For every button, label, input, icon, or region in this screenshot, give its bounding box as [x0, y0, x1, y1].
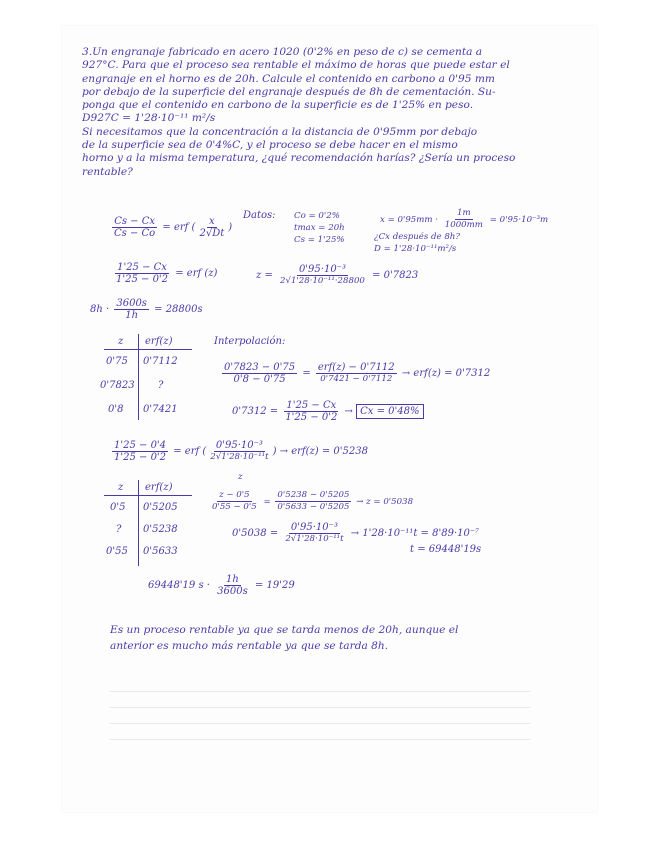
eq-denominator: 1'25 − 0'2 — [116, 274, 169, 285]
erf-value: 0'7312 = — [232, 406, 279, 417]
eq-numerator: 1'25 − Cx — [117, 262, 167, 273]
eq-numerator: erf(z) − 0'7112 — [317, 362, 395, 373]
x-result: = 0'95·10⁻³m — [489, 215, 549, 225]
problem-line: ponga que el contenido en carbono de la superficie es de 1'25% en peso. — [82, 99, 474, 112]
table-header-erf: erf(z) — [145, 336, 173, 347]
hours-result: = 19'29 — [254, 580, 295, 591]
bleed-through-lines — [110, 676, 530, 756]
eq-denominator: 0'5633 − 0'5205 — [277, 502, 350, 512]
erf-label: = erf — [173, 446, 200, 457]
eq-numerator: 0'95·10⁻³ — [290, 522, 338, 533]
eq-numerator: 1'25 − 0'4 — [114, 440, 167, 451]
eq-denominator: 2√Dt — [199, 228, 225, 239]
interp2-equation: $\frac{z - 0'5}{0'55 - 0'5}$ = $\frac{0'5238 - 0'5205}{0'5633 - 0'5205}$ → z = 0'5038 — [212, 490, 414, 512]
conclusion-line: anterior es mucho más rentable ya que se tarda 8h. — [110, 640, 389, 652]
z-label: z = — [256, 270, 273, 281]
problem-line: engranaje en el horno es de 20h. Calcule el contenido en carbono a 0'95 mm — [82, 72, 495, 85]
eq-numerator: 0'7823 − 0'75 — [224, 362, 296, 373]
interp-equation: $\frac{0'7823 - 0'75}{0'8 - 0'75}$ = $\frac{\text{erf(z) − 0'7112}}{0'7421 - 0'7112}$ → erf(z) = 0'7312 — [224, 362, 491, 385]
eq-numerator: 0'5238 − 0'5205 — [277, 490, 350, 500]
problem-line: de la superficie sea de 0'4%C, y el proceso se debe hacer en el mismo — [82, 139, 458, 152]
datos-tmax: tmax = 20h — [294, 223, 345, 233]
interp-title: Interpolación: — [214, 336, 286, 347]
eq-denominator: 2√1'28·10⁻¹¹t — [210, 452, 269, 462]
datos-x — [380, 208, 548, 231]
eq-denominator: 3600s — [217, 586, 248, 597]
time-result: = 28800s — [154, 304, 203, 315]
arrow: → — [344, 406, 353, 417]
conv-den: 1000mm — [444, 220, 483, 230]
datos-co: Co = 0'2% — [294, 211, 340, 221]
problem-line: D927C = 1'28·10⁻¹¹ m²/s — [82, 112, 216, 125]
eq-denominator: 1'25 − 0'2 — [114, 452, 167, 463]
erf-equation — [112, 262, 217, 285]
eq-numerator: x — [209, 216, 215, 227]
eq-denominator: 1h — [125, 310, 139, 321]
datos-title: Datos: — [243, 210, 276, 221]
hours-conversion — [148, 574, 295, 597]
problem-statement — [82, 46, 515, 179]
x-value: x = 0'95mm · — [380, 215, 439, 225]
table-cell: ? — [116, 524, 122, 535]
eq-numerator: 3600s — [116, 298, 147, 309]
hours-pre: 69448'19 s · — [148, 580, 210, 591]
conclusion — [110, 622, 458, 654]
table-cell: 0'7421 — [143, 404, 178, 415]
t-result: t = 69448'19s — [410, 544, 482, 555]
erf-result: → erf(z) = 0'5238 — [279, 446, 368, 457]
z-underbrace-label: z — [238, 472, 243, 482]
eq-denominator: 2√1'28·10⁻¹¹t — [285, 534, 344, 544]
eq-numerator: z − 0'5 — [219, 490, 250, 500]
datos-list — [294, 210, 345, 246]
z-value: 0'5038 = — [232, 528, 279, 539]
problem-line: por debajo de la superficie del engranaje después de 8h de cementación. Su- — [82, 85, 496, 98]
time-pre: 8h · — [90, 304, 110, 315]
z-equation — [256, 264, 418, 287]
problem-line: 3.Un engranaje fabricado en acero 1020 (0'2% en peso de c) se cementa a — [82, 46, 483, 58]
table-header-z: z — [118, 482, 124, 493]
conv-num: 1m — [457, 208, 471, 218]
problem-line: Si necesitamos que la concentración a la distancia de 0'95mm por debajo — [82, 125, 478, 138]
table-cell: 0'5633 — [143, 546, 178, 557]
eq-numerator: 1'25 − Cx — [286, 400, 337, 411]
datos-d: D = 1'28·10⁻¹¹m²/s — [374, 244, 457, 254]
t-step-result: → 1'28·10⁻¹¹t = 8'89·10⁻⁷ — [350, 528, 480, 539]
eq-denominator: Cs − Co — [114, 228, 156, 239]
eq-denominator: 0'8 − 0'75 — [233, 374, 286, 385]
t-equation — [232, 522, 479, 545]
cx-equation — [232, 400, 424, 423]
erf-equation-2: $\frac{1'25 - 0'4}{1'25 - 0'2}$ = erf ( $\frac{\text{0'95·10⁻³}}{\text{2√1'28·10⁻¹¹t}}$ ) → erf(z) = 0'5238 — [114, 440, 368, 463]
table-cell: 0'55 — [106, 546, 128, 557]
problem-line: horno y a la misma temperatura, ¿qué recomendación harías? ¿Sería un proceso — [82, 152, 516, 165]
table-cell: 0'7112 — [143, 356, 178, 367]
eq-numerator: 0'95·10⁻³ — [298, 264, 346, 275]
eq-numerator: Cs − Cx — [114, 216, 155, 227]
datos-cx: ¿Cx después de 8h? — [374, 232, 460, 242]
eq-denominator: 0'7421 − 0'7112 — [320, 374, 393, 384]
interp2-result: → z = 0'5038 — [356, 497, 414, 507]
table-cell: ? — [158, 380, 164, 391]
table-header-erf: erf(z) — [145, 482, 173, 493]
datos-cs: Cs = 1'25% — [294, 235, 345, 245]
table-cell: 0'8 — [108, 404, 124, 415]
eq-denominator: 1'25 − 0'2 — [285, 412, 338, 423]
eq-numerator: 0'95·10⁻³ — [215, 440, 263, 451]
eq-denominator: 2√1'28·10⁻¹¹·28800 — [280, 276, 365, 286]
table-cell: 0'5205 — [143, 502, 178, 513]
table-header-z: z — [118, 336, 124, 347]
fick-equation: $\frac{Cs - Cx}{Cs - Co}$ = erf ( $\frac{x}{2√Dt}$ ) — [114, 216, 233, 239]
interp-result: → erf(z) = 0'7312 — [401, 368, 491, 379]
table-cell: 0'75 — [106, 356, 128, 367]
eq-numerator: 1h — [226, 574, 239, 585]
table-cell: 0'7823 — [100, 380, 135, 391]
eq-denominator: 0'55 − 0'5 — [212, 502, 257, 512]
time-conversion — [90, 298, 203, 321]
z-result: = 0'7823 — [372, 270, 419, 281]
table-cell: 0'5238 — [143, 524, 178, 535]
cx-answer-box: Cx = 0'48% — [356, 404, 423, 419]
erf-rhs: = erf (z) — [175, 268, 218, 279]
problem-line: rentable? — [82, 165, 133, 178]
problem-line: 927°C. Para que el proceso sea rentable el máximo de horas que puede estar el — [82, 59, 510, 72]
table-cell: 0'5 — [110, 502, 126, 513]
erf-label: = erf — [162, 222, 189, 233]
conclusion-line: Es un proceso rentable ya que se tarda menos de 20h, aunque el — [110, 624, 459, 636]
